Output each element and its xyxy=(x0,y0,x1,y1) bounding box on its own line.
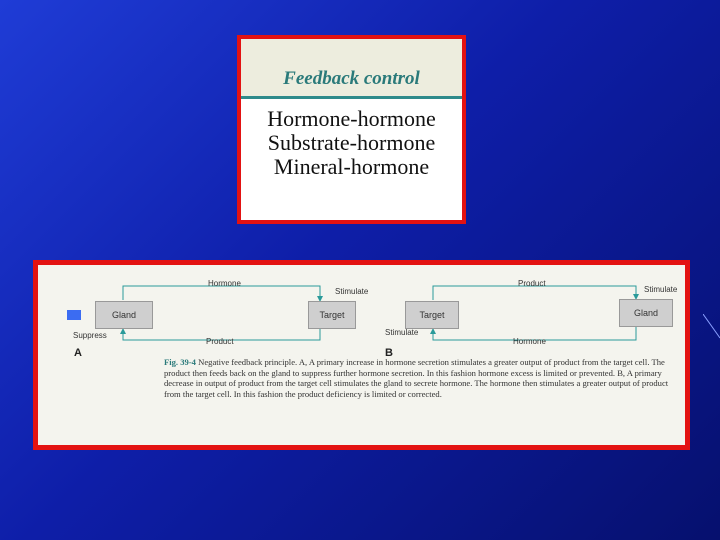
decorative-line xyxy=(703,314,720,344)
gland-box-b: Gland xyxy=(619,299,673,327)
panel-header xyxy=(241,39,462,99)
caption-text: Negative feedback principle. A, A primary increase in hormone secretion stimulates a greater output of product from the target cell. The product then feeds back on the gland to suppress further hormone secretion. In this fashion hormone excess is limited or prevented. B, A primary decrease in output of product from the target cell stimulates the gland to secrete hormone. The hormone then stimulates a greater output of product from the target cell. In this fashion the product deficiency is limited or corrected. xyxy=(164,357,669,399)
slide-marker xyxy=(67,310,81,320)
product-label-b: Product xyxy=(518,279,546,288)
feedback-types-list xyxy=(241,107,462,179)
figure-label: Fig. 39-4 xyxy=(164,357,196,367)
stimulate-label-a: Stimulate xyxy=(335,287,369,296)
suppress-label-a: Suppress xyxy=(73,331,107,340)
hormone-label-a: Hormone xyxy=(208,279,241,288)
stimulate-bottom-label-b: Stimulate xyxy=(385,328,419,337)
figure-panel xyxy=(33,260,690,450)
feedback-control-panel xyxy=(237,35,466,224)
hormone-label-b: Hormone xyxy=(513,337,546,346)
list-item: Substrate-hormone xyxy=(267,130,436,155)
list-item: Mineral-hormone xyxy=(273,154,430,179)
target-box-a: Target xyxy=(308,301,356,329)
diagram-letter-a: A xyxy=(74,347,82,359)
product-label-a: Product xyxy=(206,337,234,346)
stimulate-top-label-b: Stimulate xyxy=(644,285,678,294)
figure-caption xyxy=(164,357,676,399)
gland-box-a: Gland xyxy=(95,301,153,329)
panel-title: Feedback control xyxy=(283,68,420,89)
diagram-letter-b: B xyxy=(385,347,393,359)
list-item: Hormone-hormone xyxy=(267,106,436,131)
target-box-b: Target xyxy=(405,301,459,329)
